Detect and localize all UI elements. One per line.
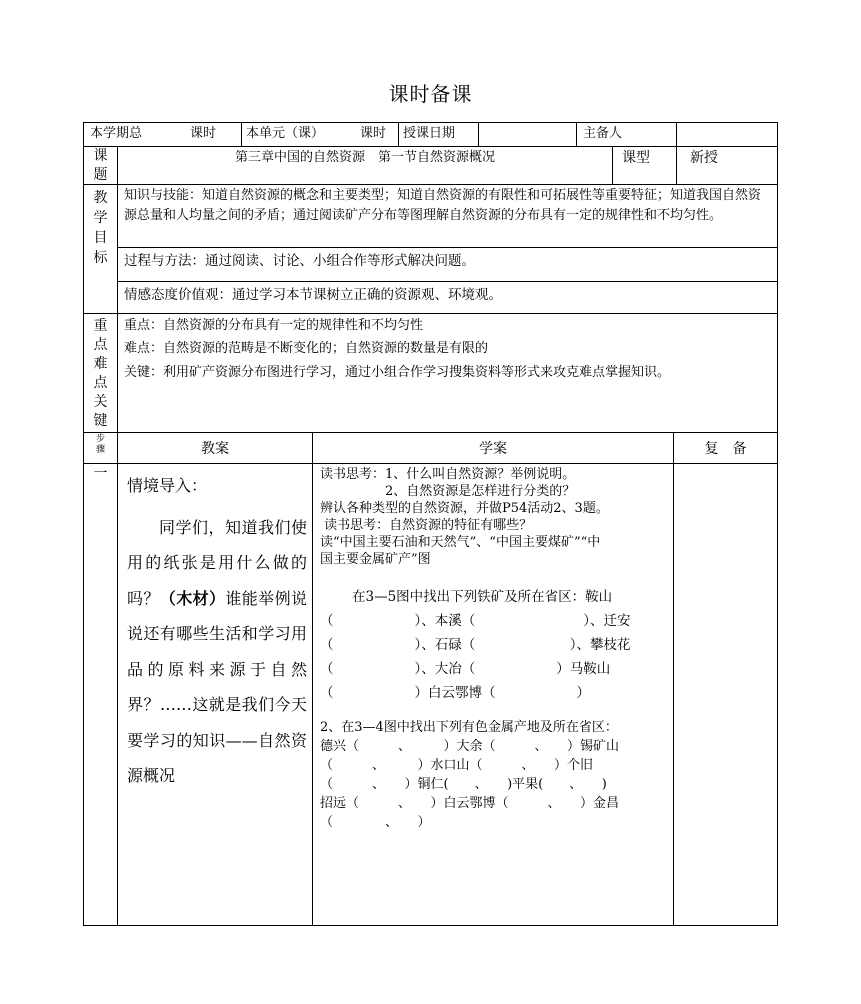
iron-line: （ ）、大冶（ ）马鞍山	[320, 661, 611, 677]
study-header: 学案	[479, 441, 507, 457]
plan-text-pre: 同学们，知道我们使用的纸张是用什么做的吗？	[127, 517, 307, 608]
term-total-label: 本学期总	[90, 126, 143, 141]
metal-line: 德兴（ 、 ）大余（ 、 ）锡矿山	[320, 739, 620, 754]
topic-label: 课 题	[93, 148, 108, 183]
metal-line: （ 、 ）水口山（ 、 ）个旧	[320, 758, 594, 773]
steps-header: 步 骤	[95, 434, 105, 455]
metal-line: 招远（ 、 ）白云鄂博（ 、 ）金昌	[320, 796, 620, 811]
study-content	[320, 466, 670, 568]
unit-total-label: 本单元（课）	[246, 126, 325, 141]
unit-unit-label: 课时	[360, 126, 387, 141]
metal-line: 2、在3—4图中找出下列有色金属产地及所在省区：	[320, 720, 618, 735]
metal-line: （ 、 ）	[320, 815, 431, 830]
study-line: 读“中国主要石油和天然气”、“中国主要煤矿”“中	[320, 535, 601, 550]
study-line: 读书思考：1、什么叫自然资源？举例说明。	[320, 467, 576, 482]
objective-knowledge: 知识与技能：知道自然资源的概念和主要类型；知道自然资源的有限性和可拓展性等重要特征；知道我国自然资源总量和人均量之间的矛盾；通过阅读矿产分布等图理解自然资源的分布具有一定的规律性和不均匀性。	[124, 188, 762, 223]
plan-text-bold: （木材）	[159, 588, 226, 608]
preparer-label: 主备人	[583, 126, 623, 141]
iron-intro: 在3—5图中找出下列铁矿及所在省区：鞍山	[352, 589, 613, 605]
objectives-label: 教 学 目 标	[93, 190, 108, 266]
key-focus: 重点：自然资源的分布具有一定的规律性和不均匀性	[124, 318, 424, 333]
plan-header: 教案	[201, 441, 229, 457]
topic-text: 第三章中国的自然资源 第一节自然资源概况	[234, 150, 495, 165]
iron-line: （ ）、石碌（ ）、攀枝花	[320, 637, 631, 653]
study-line: 2、自然资源是怎样进行分类的？	[320, 484, 576, 499]
objective-process: 过程与方法：通过阅读、讨论、小组合作等形式解决问题。	[124, 253, 475, 269]
iron-line: （ ）白云鄂博（ ）	[320, 685, 590, 701]
plan-content	[127, 468, 307, 794]
step-number: 一	[93, 466, 108, 482]
key-points-label: 重 点 难 点 关 键	[93, 318, 108, 429]
key-method: 关键：利用矿产资源分布图进行学习，通过小组合作学习搜集资料等形式来攻克难点掌握知识。	[124, 365, 671, 380]
lesson-type-label: 课型	[622, 150, 650, 166]
plan-paragraph	[127, 510, 307, 794]
metal-line: （ 、 ）铜仁( 、 )平果( 、 )	[320, 777, 607, 792]
objective-attitude: 情感态度价值观：通过学习本节课树立正确的资源观、环境观。	[124, 287, 502, 303]
study-line: 国主要金属矿产”图	[320, 552, 431, 567]
page-title: 课时备课	[388, 82, 473, 106]
iron-line: （ ）、本溪（ ）、迁安	[320, 613, 631, 629]
study-line: 读书思考：自然资源的特征有哪些？	[320, 518, 533, 533]
metal-section	[320, 718, 670, 832]
lesson-type-value: 新授	[690, 150, 718, 166]
study-line: 辨认各种类型的自然资源，并做P54活动2、3题。	[320, 501, 609, 516]
plan-text-post: 谁能举例说说还有哪些生活和学习用品的原料来源于自然界？……这就是我们今天要学习的知识——自然资源概况	[127, 588, 307, 785]
iron-section	[320, 585, 670, 705]
plan-heading: 情境导入：	[127, 476, 208, 495]
key-difficulty: 难点：自然资源的范畴是不断变化的；自然资源的数量是有限的	[124, 341, 489, 356]
term-unit-label: 课时	[190, 126, 217, 141]
teach-date-label: 授课日期	[403, 126, 456, 141]
review-header: 复 备	[704, 441, 747, 457]
